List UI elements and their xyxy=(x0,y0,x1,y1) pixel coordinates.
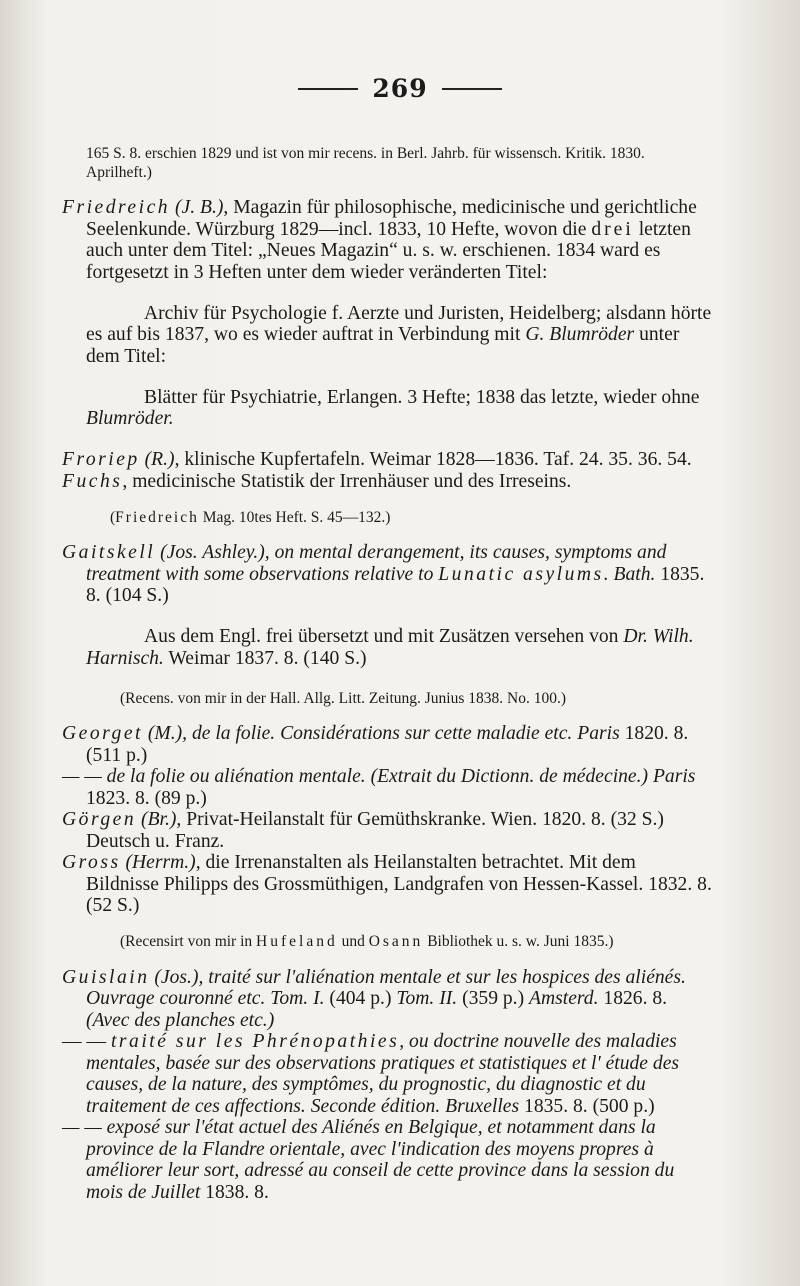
entry-fuchs: Fuchs, medicinische Statistik der Irrenhäuser und des Irreseins. xyxy=(62,470,572,492)
author-friedreich: Friedreich xyxy=(62,197,171,218)
author-gross: Gross xyxy=(62,852,121,874)
entry-blaetter: Blätter für Psychiatrie, Erlangen. 3 Hefte; 1838 das letzte, wieder ohne Blumröder. xyxy=(86,386,700,430)
page-header xyxy=(0,74,800,103)
entry-translation: Aus dem Engl. frei übersetzt und mit Zusätzen versehen von Dr. Wilh. Harnisch. Weimar 1837. 8. (140 S.) xyxy=(86,626,694,669)
note-gross: (Recensirt von mir in Hufeland und Osann Bibliothek u. s. w. Juni 1835.) xyxy=(120,933,614,951)
note-fuchs: (Friedreich Mag. 10tes Heft. S. 45—132.) xyxy=(110,508,391,526)
entry-guislain: Guislain (Jos.), traité sur l'aliénation mentale et sur les hospices des aliénés. Ouvrage couronné etc. Tom. I. (404 p.) Tom. II. (359 p.) Amsterd. 1826. 8. (Avec des planches etc.) xyxy=(62,966,686,1031)
entry-archiv: Archiv für Psychologie f. Aerzte und Juristen, Heidelberg; alsdann hörte es auf bis 1837, wo es wieder auftrat in Verbindung mit G. Blumröder unter dem Titel: xyxy=(86,302,712,367)
entry-guislain-2: — — traité sur les Phrénopathies, ou doctrine nouvelle des maladies mentales, basée sur des observations pratiques et statistiques et l' étude des causes, de la nature, des symptômes, du prognostic, du diagnostic et du traitement de ces affections. Seconde édition. Bruxelles 1835. 8. (500 p.) xyxy=(62,1031,680,1117)
entry-goergen: Görgen (Br.), Privat-Heilanstalt für Gemüthskranke. Wien. 1820. 8. (32 S.) Deutsch u. Franz. xyxy=(62,809,664,852)
continued-note: 165 S. 8. erschien 1829 und ist von mir recens. in Berl. Jahrb. für wissensch. Kritik. 1830. Aprilheft.) xyxy=(86,144,645,181)
entry-gross: Gross (Herrm.), die Irrenanstalten als Heilanstalten betrachtet. Mit dem Bildnisse Philipps des Grossmüthigen, Landgrafen von Hessen-Kassel. 1832. 8. (52 S.) xyxy=(62,852,712,917)
author-goergen: Görgen xyxy=(62,809,137,831)
author-georget: Georget xyxy=(62,723,143,745)
author-froriep: Froriep xyxy=(62,449,140,471)
note-recens: (Recens. von mir in der Hall. Allg. Litt. Zeitung. Junius 1838. No. 100.) xyxy=(120,689,567,707)
author-fuchs: Fuchs xyxy=(62,470,123,492)
header-rule-right xyxy=(442,88,502,90)
author-guislain: Guislain xyxy=(62,966,150,988)
entry-friedreich: Friedreich (J. B.), Magazin für philosophische, medicinische und gerichtliche Seelenkunde. Würzburg 1829—incl. 1833, 10 Hefte, wovon die drei letzten auch unter dem Titel: „Neues Magazin“ u. s. w. erschienen. 1834 ward es fortgesetzt in 3 Heften unter dem wieder veränderten Titel: xyxy=(62,197,697,283)
page-number: 269 xyxy=(372,74,428,103)
page-body xyxy=(62,128,712,1203)
header-rule-left xyxy=(298,88,358,90)
entry-guislain-3: — — exposé sur l'état actuel des Aliénés en Belgique, et notamment dans la province de la Flandre orientale, avec l'indication des moyens propres à améliorer leur sort, adressé au conseil de cette province dans la session du mois de Juillet 1838. 8. xyxy=(62,1117,675,1203)
entry-froriep: Froriep (R.), klinische Kupfertafeln. Weimar 1828—1836. Taf. 24. 35. 36. 54. xyxy=(62,449,692,471)
entry-gaitskell: Gaitskell (Jos. Ashley.), on mental derangement, its causes, symptoms and treatment with some observations relative to Lunatic asylums. Bath. 1835. 8. (104 S.) xyxy=(62,542,705,607)
author-gaitskell: Gaitskell xyxy=(62,542,156,564)
entry-georget-2: — — de la folie ou aliénation mentale. (Extrait du Dictionn. de médecine.) Paris 1823. 8. (89 p.) xyxy=(62,766,696,809)
entry-georget: Georget (M.), de la folie. Considérations sur cette maladie etc. Paris 1820. 8. (511 p.) xyxy=(62,723,689,766)
